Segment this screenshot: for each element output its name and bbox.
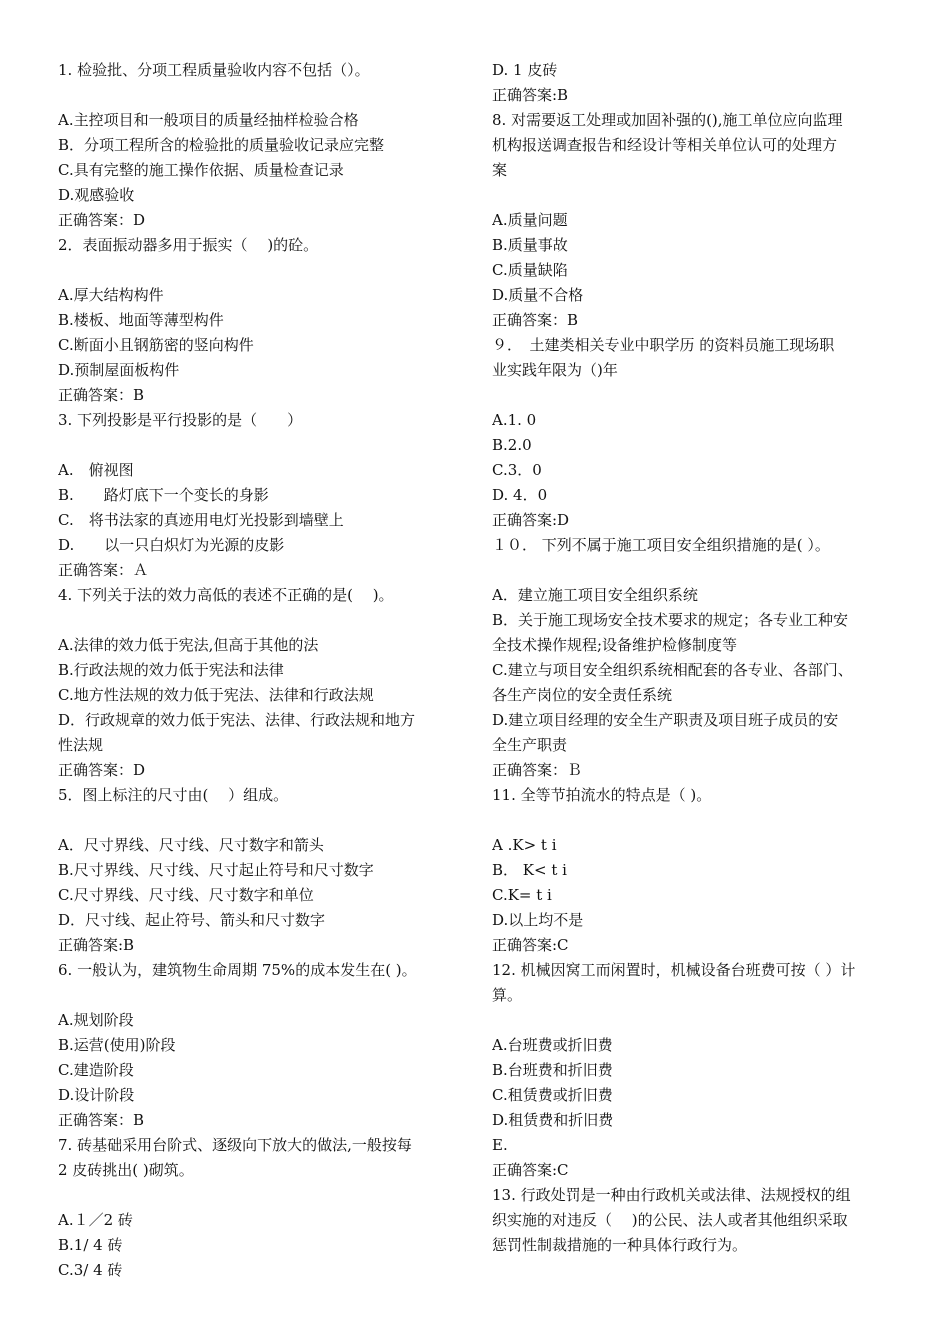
text-line: E. [492, 1136, 508, 1154]
text-line: 全技术操作规程;设备维护检修制度等 [492, 636, 738, 654]
text-line: 各生产岗位的安全责任系统 [492, 686, 673, 704]
text-line [492, 383, 900, 408]
text-line: 1. 检验批、分项工程质量验收内容不包括（）。 [58, 61, 370, 79]
text-line [492, 1008, 900, 1033]
text-line: C.K= t i [492, 886, 552, 904]
text-line: C.质量缺陷 [492, 261, 568, 279]
text-line: 正确答案:B [58, 936, 135, 954]
text-line: C.建立与项目安全组织系统相配套的各专业、各部门、 [492, 661, 853, 679]
text-line: 3. 下列投影是平行投影的是（ ） [58, 411, 303, 429]
text-line [492, 808, 900, 833]
text-line: １０． 下列不属于施工项目安全组织措施的是( ）。 [492, 536, 830, 554]
text-line: D.以上均不是 [492, 911, 584, 929]
text-line: D.质量不合格 [492, 286, 584, 304]
text-line: B.质量事故 [492, 236, 568, 254]
text-line: D.建立项目经理的安全生产职责及项目班子成员的安 [492, 711, 839, 729]
text-line: 案 [492, 161, 508, 179]
text-line: 12. 机械因窝工而闲置时，机械设备台班费可按（ ）计 [492, 961, 856, 979]
text-line: A.规划阶段 [58, 1011, 134, 1029]
text-line: D.租赁费和折旧费 [492, 1111, 614, 1129]
text-line: C.具有完整的施工操作依据、质量检查记录 [58, 161, 344, 179]
text-line: A .K> t i [492, 836, 557, 854]
text-line: B.台班费和折旧费 [492, 1061, 613, 1079]
text-line: 正确答案：Ａ [58, 561, 149, 579]
text-line [58, 83, 460, 108]
text-line: 算。 [492, 986, 523, 1004]
text-line [58, 1183, 460, 1208]
text-line: 正确答案：Ｂ [492, 761, 583, 779]
text-line: B.1/ 4 砖 [58, 1236, 123, 1254]
text-line: B．关于施工现场安全技术要求的规定；各专业工种安 [492, 611, 849, 629]
text-line: B.行政法规的效力低于宪法和法律 [58, 661, 284, 679]
text-line: 6. 一般认为，建筑物生命周期 75%的成本发生在( )。 [58, 961, 417, 979]
text-line: 正确答案：B [492, 311, 579, 329]
text-line: C.租赁费或折旧费 [492, 1086, 613, 1104]
text-line: B.尺寸界线、尺寸线、尺寸起止符号和尺寸数字 [58, 861, 374, 879]
text-line: A.1. 0 [492, 411, 537, 429]
text-line: 全生产职责 [492, 736, 568, 754]
text-line [58, 258, 460, 283]
text-line: 13. 行政处罚是一种由行政机关或法律、法规授权的组 [492, 1186, 851, 1204]
text-line: D．尺寸线、起止符号、箭头和尺寸数字 [58, 911, 326, 929]
text-line: D. 4．0 [492, 486, 548, 504]
right-column [492, 58, 900, 1258]
text-line: C. 将书法家的真迹用电灯光投影到墙壁上 [58, 511, 344, 529]
text-line: A.台班费或折旧费 [492, 1036, 613, 1054]
text-line: 正确答案：B [58, 386, 145, 404]
text-line [492, 183, 900, 208]
text-line: C.3/ 4 砖 [58, 1261, 123, 1279]
text-line: B.楼板、地面等薄型构件 [58, 311, 224, 329]
text-line: B.运营(使用)阶段 [58, 1036, 176, 1054]
text-line: 性法规 [58, 736, 104, 754]
text-line: B． K< t i [492, 861, 567, 879]
text-line: A．建立施工项目安全组织系统 [492, 586, 698, 604]
text-line: A. 俯视图 [58, 461, 134, 479]
text-line: 正确答案:B [492, 86, 569, 104]
text-line: C.地方性法规的效力低于宪法、法律和行政法规 [58, 686, 374, 704]
text-line: B. 路灯底下一个变长的身影 [58, 486, 269, 504]
text-line: D. 以一只白炽灯为光源的皮影 [58, 536, 285, 554]
text-line: 2 皮砖挑出( )砌筑。 [58, 1161, 194, 1179]
text-line: 织实施的对违反（ )的公民、法人或者其他组织采取 [492, 1211, 848, 1229]
text-line: D．行政规章的效力低于宪法、法律、行政法规和地方 [58, 711, 416, 729]
text-line [58, 433, 460, 458]
text-line: 业实践年限为（)年 [492, 361, 618, 379]
text-line: ９． 土建类相关专业中职学历 的资料员施工现场职 [492, 336, 835, 354]
left-column [58, 58, 460, 1283]
text-line: 11. 全等节拍流水的特点是（ )。 [492, 786, 712, 804]
text-line: 正确答案：B [58, 1111, 145, 1129]
text-line: 8. 对需要返工处理或加固补强的(),施工单位应向监理 [492, 111, 843, 129]
text-line: D. 1 皮砖 [492, 61, 558, 79]
text-line: A．尺寸界线、尺寸线、尺寸数字和箭头 [58, 836, 324, 854]
text-line: A.厚大结构构件 [58, 286, 164, 304]
text-line: C.建造阶段 [58, 1061, 134, 1079]
text-line: A.１／2 砖 [58, 1211, 133, 1229]
text-line [492, 558, 900, 583]
text-line: 7. 砖基础采用台阶式、逐级向下放大的做法,一般按每 [58, 1136, 412, 1154]
text-line: C.3．0 [492, 461, 542, 479]
text-line: C.断面小且钢筋密的竖向构件 [58, 336, 254, 354]
text-line: 正确答案:C [492, 936, 569, 954]
text-line: A.法律的效力低于宪法,但高于其他的法 [58, 636, 319, 654]
text-line: A.质量问题 [492, 211, 568, 229]
text-line [58, 983, 460, 1008]
text-line: B．分项工程所含的检验批的质量验收记录应完整 [58, 136, 385, 154]
text-line: 机构报送调查报告和经设计等相关单位认可的处理方 [492, 136, 838, 154]
text-line [58, 608, 460, 633]
text-line: 正确答案：D [58, 211, 146, 229]
text-line: 4. 下列关于法的效力高低的表述不正确的是( )。 [58, 586, 394, 604]
text-line: B.2.0 [492, 436, 532, 454]
text-line: 惩罚性制裁措施的一种具体行政行为。 [492, 1236, 748, 1254]
text-line: 正确答案:C [492, 1161, 569, 1179]
text-line: C.尺寸界线、尺寸线、尺寸数字和单位 [58, 886, 314, 904]
text-line: D.观感验收 [58, 186, 135, 204]
text-line: 正确答案：D [58, 761, 146, 779]
text-line: 5．图上标注的尺寸由( ）组成。 [58, 786, 289, 804]
text-line: D.设计阶段 [58, 1086, 135, 1104]
text-line: A.主控项目和一般项目的质量经抽样检验合格 [58, 111, 359, 129]
text-line: 正确答案:D [492, 511, 570, 529]
text-line [58, 808, 460, 833]
text-line: 2．表面振动器多用于振实（ )的砼。 [58, 236, 319, 254]
text-line: D.预制屋面板构件 [58, 361, 180, 379]
